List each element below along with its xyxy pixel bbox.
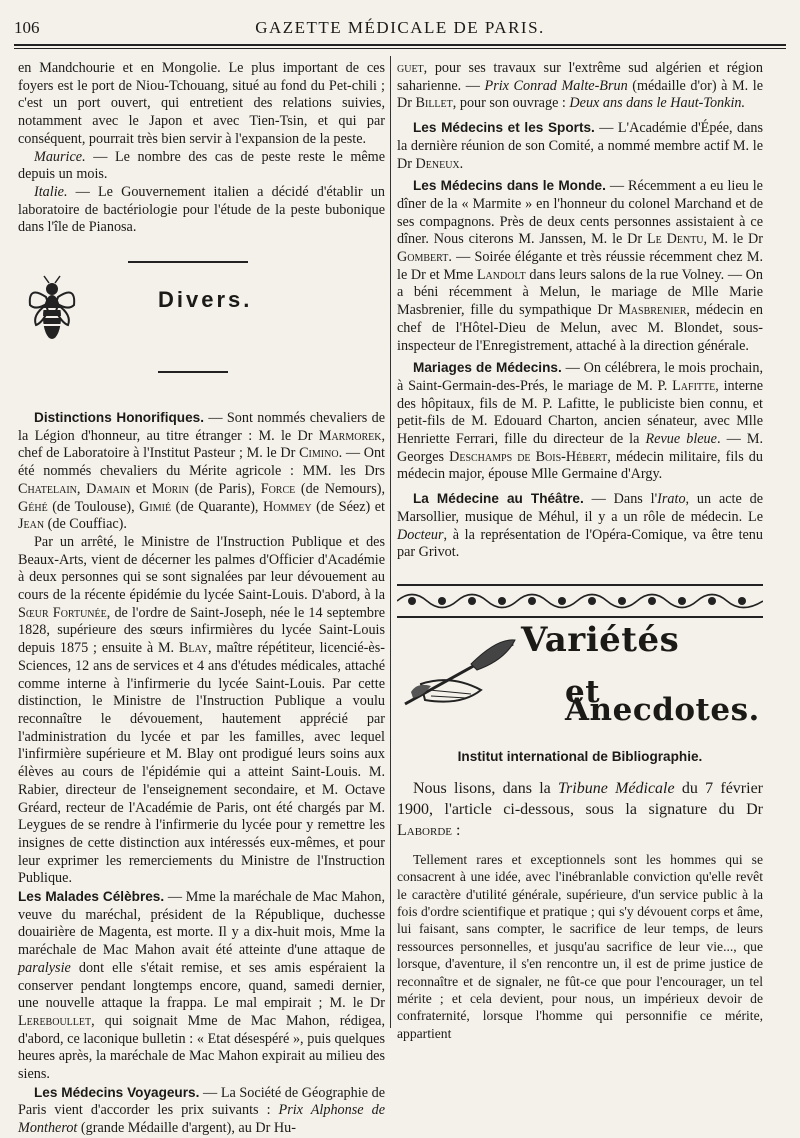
- floral-band-icon: [397, 584, 763, 618]
- page-header: [14, 18, 786, 42]
- section-title-line1: Variétés: [521, 619, 680, 660]
- varietes-section-heading: [397, 619, 763, 746]
- paragraph-lisons: Nous lisons, dans la Tribune Médicale du 7 février 1900, l'article ci-dessous, sous la signature du Dr Laborde :: [397, 779, 764, 839]
- paragraph-peste: en Mandchourie et en Mongolie. Le plus important de ces foyers est le port de Niou-Tchouang, situé au fond du Pet-chili ; c'est un port ouvert, qui entretient des relations suivies, notamment avec le Japon et avec Tien-Tsin, et qui par conséquent, pourrait très bien servir à l'expansion de la peste.: [18, 60, 385, 147]
- divers-section-heading: [18, 251, 385, 401]
- subhead: Mariages de Médecins.: [413, 360, 562, 376]
- divider: [158, 371, 228, 373]
- quill-scroll-icon: [401, 634, 519, 716]
- header-rule-thin: [14, 48, 786, 49]
- paragraph-mariages: Mariages de Médecins. — On célébrera, le mois prochain, à Saint-Germain-des-Prés, le mariage de M. P. Lafitte, interne des hôpitaux, fils de M. P. Lafitte, le publiciste bien connu, et petit-fils de M. Edouard Charton, ancien sénateur, avec Mlle Henriette Ferrari, fille du directeur de la Revue bleue. — M. Georges Deschamps de Bois-Hébert, médecin militaire, fils du médecin major, épouse Mlle Germaine d'Argy.: [397, 360, 764, 483]
- subhead: La Médecine au Théâtre.: [413, 491, 584, 507]
- subhead: Les Malades Célèbres.: [18, 889, 165, 905]
- left-column: [18, 60, 385, 1138]
- subhead: Les Médecins dans le Monde.: [413, 178, 606, 194]
- paragraph-voyageurs-cont: guet, pour ses travaux sur l'extrême sud algérien et région saharienne. — Prix Conrad Malte-Brun (médaille d'or) à M. le Dr Billet, pour son ouvrage : Deux ans dans le Haut-Tonkin.: [397, 60, 763, 112]
- section-title-line2: et Anecdotes.: [565, 673, 760, 728]
- country-label: Maurice.: [34, 148, 86, 165]
- paragraph-sports: Les Médecins et les Sports. — L'Académie d'Épée, dans la dernière réunion de son Comité, a nommé membre actif M. le Dr Deneux.: [397, 120, 763, 172]
- paragraph-quote: Tellement rares et exceptionnels sont les hommes qui se consacrent à une idée, avec l'inébranlable conviction qu'elle revêt le caractère d'utilité générale, supérieure, d'un service public à la fois d'ordre scientifique et pratique ; qui s'y dévouent corps et âme, lui faisant, sans compter, le sacrifice de leur temps, de leurs ressources personnelles, et jusqu'au sacrifice de leur vie..., que lorsque, d'aventure, il s'en rencontre un, il est de prime justice de reconnaître et de signaler, ne fût-ce que pour l'encourager, un tel mérite ; et cela devient, pour nous, un impérieux devoir de confraternité, lorsque l'homme qui personnifie ce mérite, appartient: [397, 851, 763, 1041]
- paragraph-theatre: La Médecine au Théâtre. — Dans l'Irato, un acte de Marsollier, musique de Méhul, il y a un rôle de médecin. Le Docteur, à la représentation de l'Opéra-Comique, va être tenu par Grivot.: [397, 491, 764, 561]
- paragraph-italie: Italie. — Le Gouvernement italien a décidé d'établir un laboratoire de bactériologie pour l'étude de la peste bubonique dans l'île de Pianosa.: [18, 183, 385, 236]
- paragraph-voyageurs: Les Médecins Voyageurs. — La Société de Géographie de Paris vient d'accorder les prix suivants : Prix Alphonse de Montherot (grande Médaille d'argent), au Dr Hu-: [18, 1084, 386, 1137]
- column-divider: [390, 56, 391, 1028]
- subhead: Les Médecins et les Sports.: [413, 120, 595, 136]
- bee-icon: [24, 275, 80, 347]
- paragraph-arrete: Par un arrêté, le Ministre de l'Instruction Publique et des Beaux-Arts, vient de décerner les palmes d'Officier d'Académie à deux personnes qui se sont signalées par leur dévouement au cours de la récente épidémie du lycée Saint-Louis. D'abord, à la Sœur Fortunée, de l'ordre de Saint-Joseph, née le 14 septembre 1828, supérieure des sœurs infirmières du lycée Saint-Louis depuis 1875 ; ensuite à M. Blay, maître répétiteur, licencié-ès-Sciences, 12 ans de services et 4 ans d'études médicales, attaché comme interne à l'infirmerie du lycée Saint-Louis. Par cette distinction, le Ministre de l'Instruction Publique a voulu reconnaître le dévouement, hautement apprécié par l'administration du lycée et par les familles, avec lequel l'infirmière supérieure et M. Blay ont prodigué leurs soins aux élèves au cours de l'épidémie qui a atteint Saint-Louis. M. Rabier, directeur de l'enseignement secondaire, et M. Octave Gréard, recteur de l'Académie de Paris, ont été chargés par M. Leygues de se rendre à l'infirmerie du lycée pour y remettre les insignes de cette distinction aux intéressés eux-mêmes, et pour leur exprimer les remerciements du Ministre de l'Instruction Publique.: [18, 533, 386, 887]
- paragraph-monde: Les Médecins dans le Monde. — Récemment a eu lieu le dîner de la « Marmite » en l'honneur du colonel Marchand et de ses compagnons. Près de deux cents personnes assistaient à ce dîner. Nous citerons M. Janssen, M. le Dr Le Dentu, M. le Dr Gombert. — Soirée élégante et très réussie récemment chez M. le Dr et Mme Landolt dans leurs salons de la rue Volney. — On a béni récemment à Melun, le mariage de Mlle Marie Masbrenier, fille du sympathique Dr Masbrenier, médecin en chef de l'Hôtel-Dieu de Melun, avec M. Blondet, sous-inspecteur de l'Enregistrement, attaché à la direction générale.: [397, 178, 764, 354]
- country-label: Italie.: [34, 183, 68, 200]
- divider: [128, 261, 248, 263]
- article-title: Institut international de Bibliographie.: [457, 748, 703, 764]
- page-number: 106: [14, 18, 40, 37]
- paragraph-malades: Les Malades Célèbres. — Mme la maréchale de Mac Mahon, veuve du maréchal, président de la République, duchesse douairière de Magenta, est morte. Il y a dix-huit mois, Mme la maréchale de Mac Mahon avait été atteinte d'une attaque de paralysie dont elle s'était remise, et ses amis espéraient la conserver pendant longtemps encore, quand, samedi dernier, une nouvelle attaque la frappa. Le mal empirait ; M. le Dr Lereboullet, qui soignait Mme de Mac Mahon, rédigea, d'abord, ce laconique bulletin : « Etat désespéré », puis quelques heures après, la maréchale de Mac Mahon expirait au milieu des siens.: [18, 889, 386, 1083]
- subhead: Les Médecins Voyageurs.: [34, 1084, 200, 1100]
- right-column: [397, 60, 763, 1042]
- journal-title: GAZETTE MÉDICALE DE PARIS.: [255, 18, 545, 37]
- paragraph-maurice: Maurice. — Le nombre des cas de peste reste le même depuis un mois.: [18, 148, 385, 183]
- section-title: Divers.: [158, 287, 253, 313]
- subhead: Distinctions Honorifiques.: [34, 410, 204, 426]
- header-rule: [14, 44, 786, 46]
- paragraph-distinctions: Distinctions Honorifiques. — Sont nommés chevaliers de la Légion d'honneur, au titre étranger : M. le Dr Marmorek, chef de Laboratoire à l'Institut Pasteur ; M. le Dr Cimino. — Ont été nommés chevaliers du Mérite agricole : MM. les Drs Chatelain, Damain et Morin (de Paris), Force (de Nemours), Géhé (de Toulouse), Gimié (de Quarante), Hommey (de Séez) et Jean (de Couffiac).: [18, 410, 386, 533]
